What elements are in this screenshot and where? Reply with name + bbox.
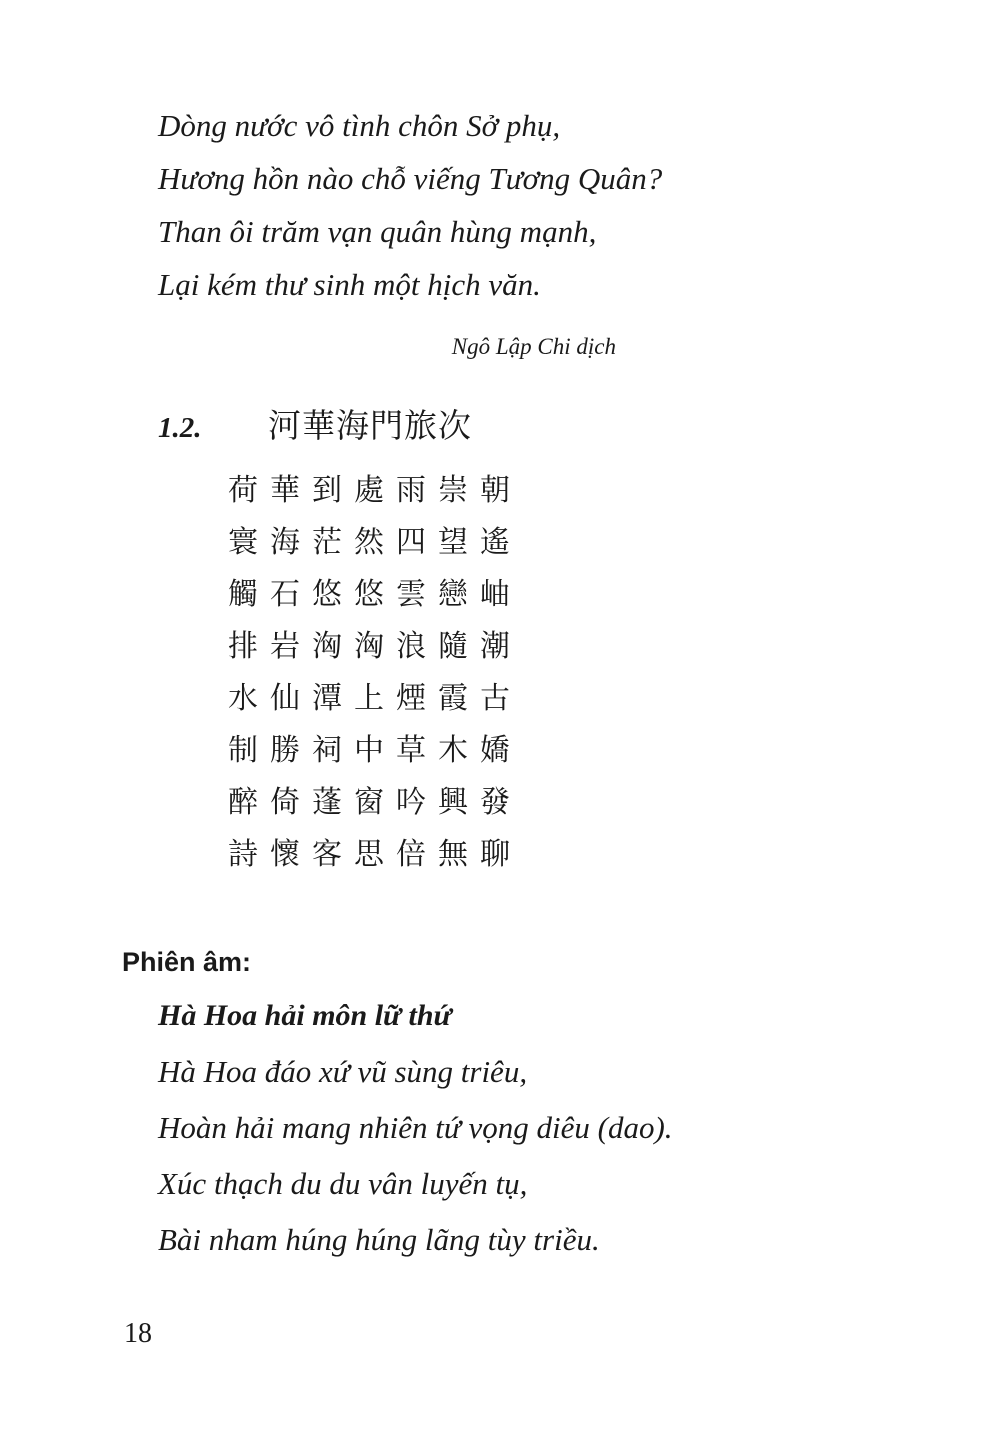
phonetic-line: Hà Hoa đáo xứ vũ sùng triêu,	[158, 1054, 528, 1089]
phonetic-line: Hoàn hải mang nhiên tứ vọng diêu (dao).	[158, 1110, 673, 1145]
han-poem-line: 制勝祠中草木嬌	[228, 733, 522, 768]
han-poem-line: 水仙潭上煙霞古	[228, 681, 522, 716]
han-poem-line: 觸石悠悠雲戀岫	[228, 577, 522, 612]
phonetic-heading: Phiên âm:	[122, 947, 252, 977]
phonetic-line: Bài nham húng húng lãng tùy triều.	[158, 1222, 600, 1257]
han-poem-line: 寰海茫然四望遙	[228, 525, 522, 560]
verse-line: Hương hồn nào chỗ viếng Tương Quân?	[158, 161, 663, 196]
page-number: 18	[124, 1318, 152, 1349]
phonetic-line: Xúc thạch du du vân luyến tụ,	[158, 1166, 528, 1201]
han-poem-line: 荷華到處雨崇朝	[228, 473, 522, 508]
phonetic-title: Hà Hoa hải môn lữ thứ	[158, 999, 452, 1032]
section-title-han: 河華海門旅次	[268, 406, 472, 445]
han-poem-line: 排岩洶洶浪隨潮	[228, 629, 522, 664]
han-poem-line: 詩懷客思倍無聊	[228, 837, 522, 872]
section-number: 1.2.	[158, 412, 202, 444]
verse-line: Dòng nước vô tình chôn Sở phụ,	[158, 108, 561, 143]
translator-credit: Ngô Lập Chi dịch	[451, 334, 616, 359]
verse-line: Than ôi trăm vạn quân hùng mạnh,	[158, 214, 597, 249]
han-poem-line: 醉倚蓬窗吟興發	[228, 785, 522, 820]
verse-line: Lại kém thư sinh một hịch văn.	[158, 267, 541, 302]
